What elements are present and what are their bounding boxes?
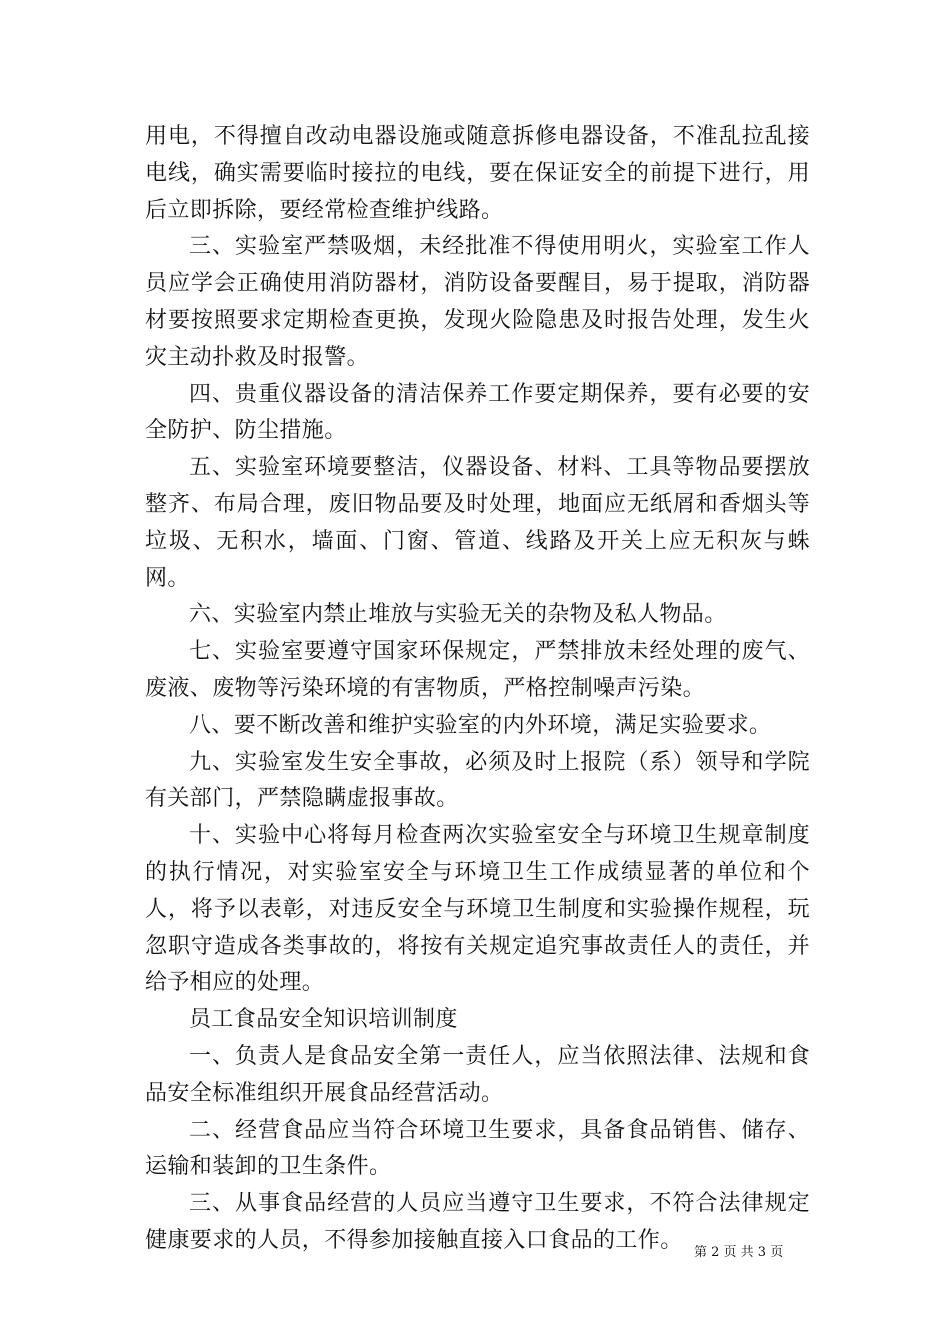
- paragraph: 七、实验室要遵守国家环保规定，严禁排放未经处理的废气、废液、废物等污染环境的有害物质，严格控制噪声污染。: [145, 639, 810, 701]
- paragraph: 九、实验室发生安全事故，必须及时上报院（系）领导和学院有关部门，严禁隐瞒虚报事故。: [145, 749, 810, 812]
- paragraph: 二、经营食品应当符合环境卫生要求，具备食品销售、储存、运输和装卸的卫生条件。: [145, 1117, 810, 1180]
- paragraph: 三、从事食品经营的人员应当遵守卫生要求，不符合法律规定健康要求的人员，不得参加接触直接入口食品的工作。: [145, 1191, 810, 1253]
- paragraph: 用电，不得擅自改动电器设施或随意拆修电器设备，不准乱拉乱接电线，确实需要临时接拉的电线，要在保证安全的前提下进行，用后立即拆除，要经常检查维护线路。: [145, 124, 810, 223]
- page-number-footer: 第 2 页 共 3 页: [694, 1245, 784, 1260]
- paragraph: 六、实验室内禁止堆放与实验无关的杂物及私人物品。: [189, 602, 727, 628]
- paragraph: 十、实验中心将每月检查两次实验室安全与环境卫生规章制度的执行情况，对实验室安全与环境卫生工作成绩显著的单位和个人，将予以表彰，对违反安全与环境卫生制度和实验操作规程，玩忽职守造成各类事故的，将按有关规定追究事故责任人的责任，并给予相应的处理。: [145, 823, 810, 996]
- paragraph: 三、实验室严禁吸烟，未经批准不得使用明火，实验室工作人员应学会正确使用消防器材，消防设备要醒目，易于提取，消防器材要按照要求定期检查更换，发现火险隐患及时报告处理，发生火灾主动扑救及时报警。: [145, 234, 810, 370]
- section-heading: 员工食品安全知识培训制度: [189, 1007, 458, 1033]
- document-body: [145, 119, 810, 1260]
- paragraph: 八、要不断改善和维护实验室的内外环境，满足实验要求。: [189, 712, 772, 738]
- paragraph: 五、实验室环境要整洁，仪器设备、材料、工具等物品要摆放整齐、布局合理，废旧物品要及时处理，地面应无纸屑和香烟头等垃圾、无积水，墙面、门窗、管道、线路及开关上应无积灰与蛛网。: [145, 455, 810, 591]
- paragraph: 四、贵重仪器设备的清洁保养工作要定期保养，要有必要的安全防护、防尘措施。: [145, 381, 810, 444]
- paragraph: 一、负责人是食品安全第一责任人，应当依照法律、法规和食品安全标准组织开展食品经营活动。: [145, 1043, 810, 1106]
